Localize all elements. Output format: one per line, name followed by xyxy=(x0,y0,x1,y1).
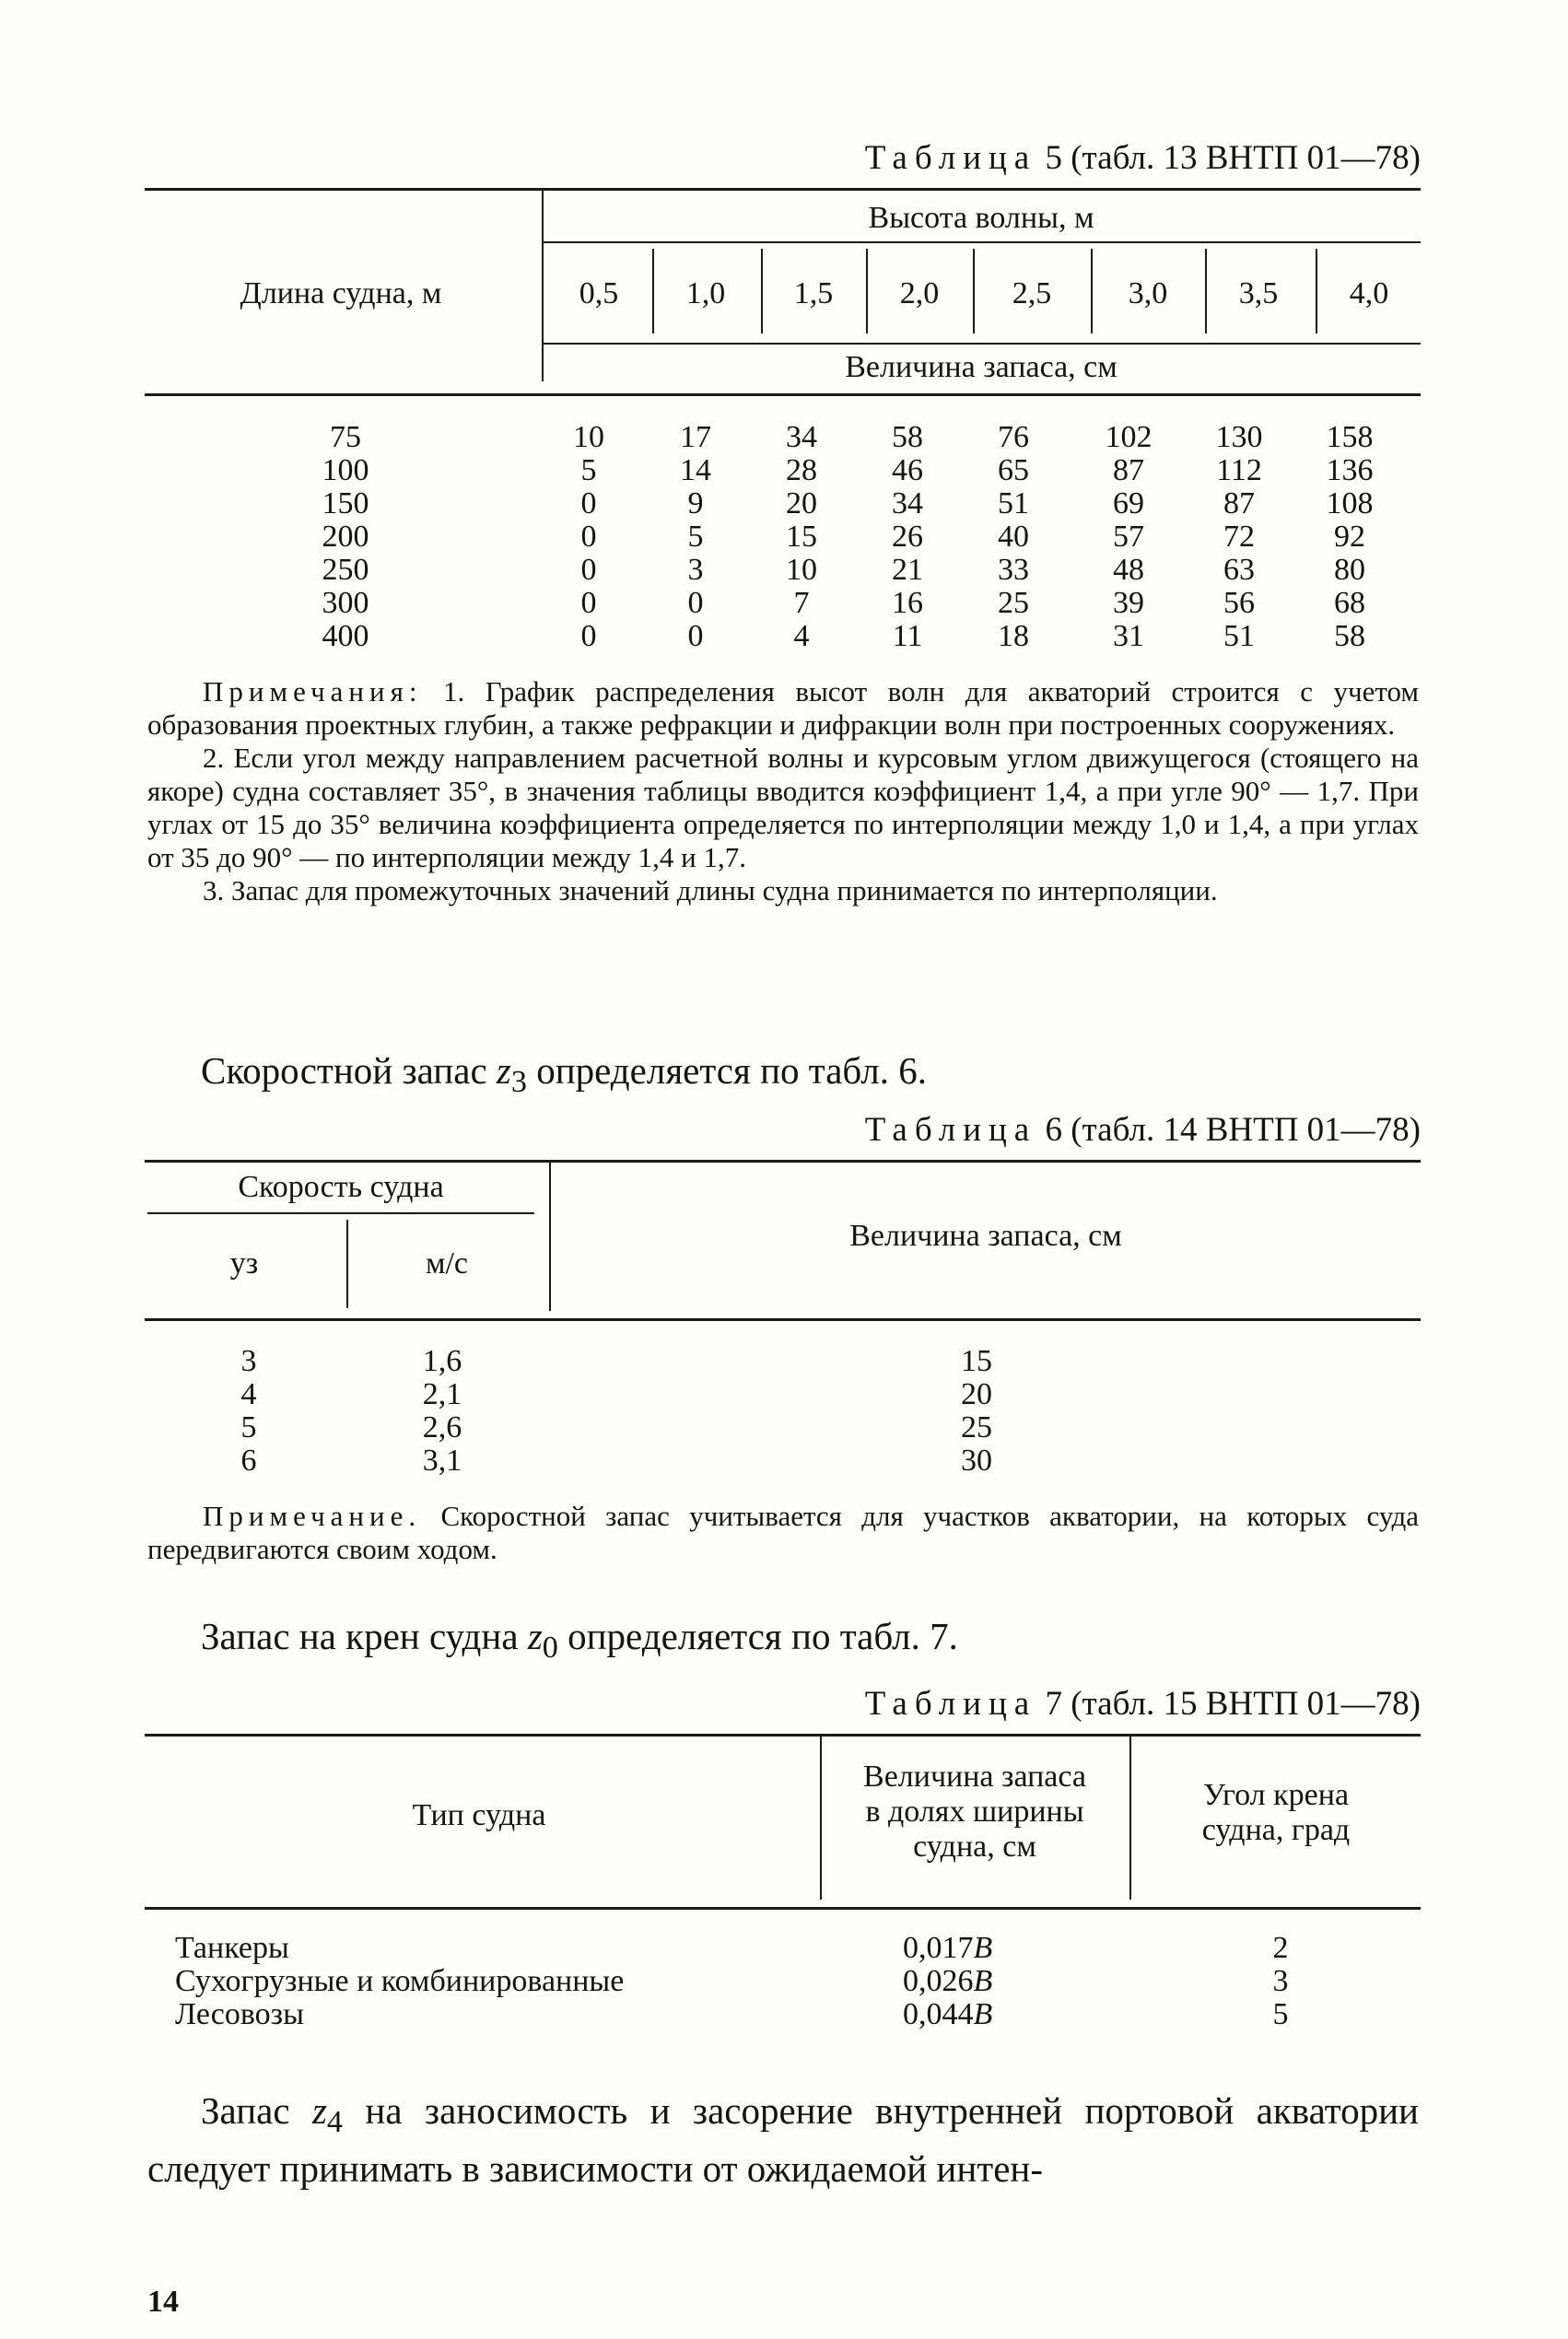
table6-caption-num: 6 xyxy=(1045,1111,1062,1149)
table5-reserve-header: Величина запаса, см xyxy=(845,350,1117,384)
ms-cell: 3,1 xyxy=(422,1444,462,1478)
value-cell: 20 xyxy=(786,486,817,520)
note-label: Примечание. xyxy=(203,1500,422,1532)
table7-caption-word: Таблица xyxy=(864,1685,1037,1723)
length-cell: 400 xyxy=(322,619,369,653)
value-cell: 72 xyxy=(1223,520,1255,554)
wave-col: 0,5 xyxy=(579,276,619,310)
table7-top-rule xyxy=(145,1734,1421,1737)
value-cell: 63 xyxy=(1223,553,1255,587)
table5-note-3 xyxy=(147,874,1419,907)
table5-note-1 xyxy=(147,675,1419,742)
speed-text-before: Скоростной запас xyxy=(201,1049,497,1092)
value-cell: 76 xyxy=(998,420,1029,454)
note-2-text: 2. Если угол между направлением расчетной волны и курсовым углом движущегося (стоящего на якоре) судна составляет 35°, в значения таблицы вводится коэффициент 1,4, а при угле 90° — 1,7. При углах от 15 до 35° величина коэффициента определяется по интерполяции между 1,0 и 1,4, а при углах от 35 до 90° — по интерполяции между 1,4 и 1,7. xyxy=(147,742,1419,873)
value-cell: 18 xyxy=(998,619,1029,653)
table5-wave-rule xyxy=(544,241,1421,243)
value-cell: 68 xyxy=(1334,586,1365,620)
coef-cell xyxy=(903,1997,1087,2032)
table6-kn-divider xyxy=(346,1220,348,1308)
coef-value: 0,044 xyxy=(903,1997,974,2031)
type-cell: Лесовозы xyxy=(175,1997,304,2031)
value-cell: 65 xyxy=(998,453,1029,487)
value-cell: 0 xyxy=(687,619,704,653)
value-cell: 87 xyxy=(1113,453,1144,487)
speed-text-after: определяется по табл. 6. xyxy=(526,1049,927,1092)
value-cell: 7 xyxy=(793,586,810,620)
value-cell: 4 xyxy=(793,619,810,653)
angle-cell: 5 xyxy=(1272,1997,1289,2031)
value-cell: 33 xyxy=(998,553,1029,587)
value-cell: 136 xyxy=(1326,453,1374,487)
table7-header-rule xyxy=(145,1907,1421,1910)
value-cell: 15 xyxy=(786,520,817,554)
value-cell: 25 xyxy=(998,586,1029,620)
table5-wave-header: Высота волны, м xyxy=(868,201,1094,235)
note-text: Скоростной запас учитывается для участков акватории, на которых суда передвигаются своим ходом. xyxy=(147,1500,1419,1565)
value-cell: 51 xyxy=(1223,619,1255,653)
length-cell: 300 xyxy=(322,586,369,620)
value-cell: 0 xyxy=(580,619,597,653)
heel-text-before: Запас на крен судна xyxy=(201,1615,528,1657)
note-3-text: 3. Запас для промежуточных значений длины судна принимается по интерполяции. xyxy=(203,874,1218,906)
kn-cell: 3 xyxy=(240,1344,257,1378)
reserve-cell: 25 xyxy=(961,1410,992,1444)
value-cell: 11 xyxy=(892,619,923,653)
type-cell: Сухогрузные и комбинированные xyxy=(175,1964,625,1998)
heel-var-sub: 0 xyxy=(542,1631,558,1666)
silt-var-sub: 4 xyxy=(326,2105,343,2140)
table6-col-kn: уз xyxy=(229,1246,259,1281)
wave-col: 1,0 xyxy=(685,276,726,310)
value-cell: 40 xyxy=(998,520,1029,554)
value-cell: 5 xyxy=(687,520,704,554)
table5-caption-word: Таблица xyxy=(864,139,1037,177)
notes-label: Примечания: xyxy=(203,675,423,708)
table7-caption xyxy=(865,1684,1421,1724)
value-cell: 17 xyxy=(680,420,711,454)
value-cell: 158 xyxy=(1326,420,1374,454)
value-cell: 57 xyxy=(1113,520,1144,554)
wave-col: 1,5 xyxy=(793,276,834,310)
ms-cell: 1,6 xyxy=(422,1344,462,1378)
value-cell: 5 xyxy=(580,453,597,487)
kn-cell: 4 xyxy=(240,1377,257,1411)
value-cell: 34 xyxy=(892,486,923,520)
coef-cell xyxy=(903,1964,1087,1999)
table6-caption-ref: (табл. 14 ВНТП 01—78) xyxy=(1071,1111,1421,1149)
table6-col-reserve: Величина запаса, см xyxy=(849,1219,1122,1253)
value-cell: 21 xyxy=(892,553,923,587)
coef-cell xyxy=(903,1931,1087,1966)
heel-reserve-text xyxy=(201,1614,958,1666)
table5-col-length: Длина судна, м xyxy=(240,276,442,310)
silt-reserve-paragraph xyxy=(147,2088,1419,2192)
value-cell: 9 xyxy=(687,486,704,520)
heel-text-after: определяется по табл. 7. xyxy=(557,1615,958,1657)
speed-var-sub: 3 xyxy=(510,1065,527,1100)
value-cell: 0 xyxy=(580,520,597,554)
kn-cell: 6 xyxy=(240,1444,257,1478)
value-cell: 31 xyxy=(1113,619,1144,653)
wave-col: 2,5 xyxy=(1012,276,1052,310)
value-cell: 112 xyxy=(1216,453,1262,487)
table6-col-ms: м/с xyxy=(425,1246,469,1281)
col-angle-line: Угол крена xyxy=(1202,1778,1350,1812)
table5-notes xyxy=(147,675,1419,907)
width-symbol: B xyxy=(973,1931,993,1965)
value-cell: 14 xyxy=(680,453,711,487)
col-reserve-line: в долях ширины xyxy=(865,1795,1084,1829)
reserve-cell: 15 xyxy=(961,1344,992,1378)
col-reserve-line: судна, см xyxy=(913,1830,1036,1864)
width-symbol: B xyxy=(973,1997,993,2031)
col-reserve-line: Величина запаса xyxy=(863,1760,1086,1794)
value-cell: 130 xyxy=(1215,420,1263,454)
wave-col: 3,0 xyxy=(1128,276,1168,310)
type-cell: Танкеры xyxy=(175,1931,289,1965)
silt-text-after: на заносимость и засорение внутренней портовой акватории следует принимать в зависимости от ожидаемой интен- xyxy=(147,2089,1419,2191)
length-cell: 100 xyxy=(322,453,369,487)
value-cell: 34 xyxy=(786,420,817,454)
length-cell: 75 xyxy=(330,420,361,454)
table6-speed-divider xyxy=(549,1162,551,1311)
table7-caption-ref: (табл. 15 ВНТП 01—78) xyxy=(1071,1685,1421,1723)
length-cell: 250 xyxy=(322,553,369,587)
ms-cell: 2,6 xyxy=(422,1410,462,1444)
table5-note-2 xyxy=(147,742,1419,874)
value-cell: 58 xyxy=(1334,619,1365,653)
table5-caption xyxy=(865,138,1421,178)
wave-col: 3,5 xyxy=(1238,276,1279,310)
coef-value: 0,026 xyxy=(903,1964,974,1998)
coef-value: 0,017 xyxy=(903,1931,974,1965)
heel-var: z xyxy=(527,1615,543,1657)
value-cell: 56 xyxy=(1223,586,1255,620)
wave-col: 4,0 xyxy=(1349,276,1389,310)
speed-var: z xyxy=(496,1049,511,1092)
value-cell: 26 xyxy=(892,520,923,554)
table6-note xyxy=(147,1500,1419,1566)
value-cell: 58 xyxy=(892,420,923,454)
value-cell: 48 xyxy=(1113,553,1144,587)
value-cell: 0 xyxy=(580,553,597,587)
table6-header-rule xyxy=(145,1318,1421,1321)
page-number: 14 xyxy=(147,2285,179,2319)
value-cell: 102 xyxy=(1105,420,1153,454)
col-angle-line: судна, град xyxy=(1201,1813,1351,1847)
value-cell: 3 xyxy=(687,553,704,587)
note-1-text: 1. График распределения высот волн для акваторий строится с учетом образования проектных глубин, а также рефракции и дифракции волн при построенных сооружениях. xyxy=(147,675,1420,741)
table5-caption-ref: (табл. 13 ВНТП 01—78) xyxy=(1071,139,1421,177)
value-cell: 69 xyxy=(1113,486,1144,520)
value-cell: 92 xyxy=(1334,520,1365,554)
width-symbol: B xyxy=(973,1964,993,1998)
table7-caption-num: 7 xyxy=(1045,1685,1062,1723)
value-cell: 51 xyxy=(998,486,1029,520)
value-cell: 0 xyxy=(687,586,704,620)
value-cell: 16 xyxy=(892,586,923,620)
table6-caption xyxy=(865,1110,1421,1150)
ms-cell: 2,1 xyxy=(422,1377,462,1411)
table7-col-reserve xyxy=(822,1760,1128,1865)
value-cell: 10 xyxy=(786,553,817,587)
table6-speed-header: Скорость судна xyxy=(238,1170,444,1204)
value-cell: 108 xyxy=(1326,486,1374,520)
value-cell: 39 xyxy=(1113,586,1144,620)
value-cell: 80 xyxy=(1334,553,1365,587)
silt-text-before: Запас xyxy=(201,2089,312,2132)
wave-col: 2,0 xyxy=(899,276,940,310)
value-cell: 87 xyxy=(1223,486,1255,520)
length-cell: 200 xyxy=(322,520,369,554)
kn-cell: 5 xyxy=(240,1410,257,1444)
value-cell: 28 xyxy=(786,453,817,487)
length-cell: 150 xyxy=(322,486,369,520)
table5-header-rule xyxy=(145,393,1421,396)
table5-caption-num: 5 xyxy=(1045,139,1062,177)
value-cell: 46 xyxy=(892,453,923,487)
table6-top-rule xyxy=(145,1160,1421,1163)
table7-col-type: Тип судна xyxy=(412,1798,546,1832)
reserve-cell: 30 xyxy=(961,1444,992,1478)
table7-col-angle xyxy=(1131,1778,1421,1848)
reserve-cell: 20 xyxy=(961,1377,992,1411)
value-cell: 10 xyxy=(573,420,604,454)
value-cell: 0 xyxy=(580,586,597,620)
table6-speed-rule xyxy=(147,1212,534,1214)
table6-caption-word: Таблица xyxy=(864,1111,1037,1149)
angle-cell: 3 xyxy=(1272,1964,1289,1998)
silt-var: z xyxy=(311,2089,327,2132)
table5-reserve-rule xyxy=(544,343,1421,345)
value-cell: 0 xyxy=(580,486,597,520)
table5-top-rule xyxy=(145,188,1421,191)
angle-cell: 2 xyxy=(1272,1931,1289,1965)
speed-reserve-text xyxy=(201,1048,927,1100)
